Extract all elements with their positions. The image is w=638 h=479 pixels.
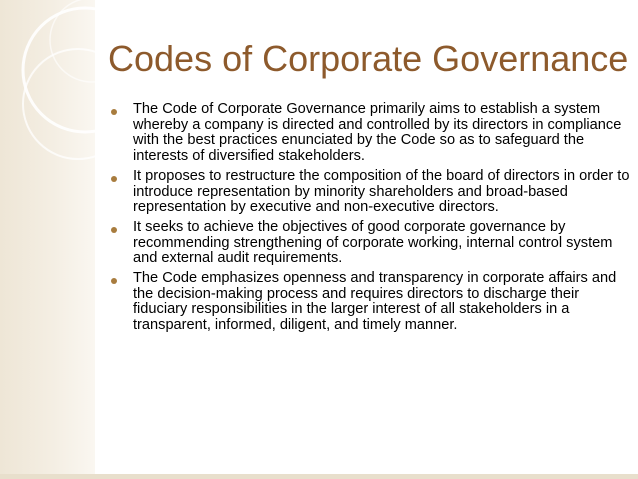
bullet-text: It seeks to achieve the objectives of good corporate governance by recommending strengthening of corporate working, internal control system and external audit requirements.	[133, 218, 613, 267]
bullet-dot-icon	[111, 278, 117, 284]
slide-title: Codes of Corporate Governance	[108, 38, 629, 79]
bullet-item	[111, 220, 631, 267]
bullet-dot-icon	[111, 176, 117, 182]
bullet-list	[111, 102, 631, 338]
bullet-item	[111, 102, 631, 165]
bullet-item	[111, 169, 631, 216]
bullet-text: It proposes to restructure the composition of the board of directors in order to introduce representation by minority shareholders and broad-based representation by executive and non-executive directors.	[133, 167, 630, 216]
bullet-dot-icon	[111, 109, 117, 115]
bottom-decorative-band	[0, 474, 638, 479]
bullet-dot-icon	[111, 227, 117, 233]
bullet-text: The Code of Corporate Governance primarily aims to establish a system whereby a company is directed and controlled by its directors in compliance with the best practices enunciated by the Code so as to safeguard the interests of diversified stakeholders.	[133, 101, 622, 165]
bullet-item	[111, 271, 631, 334]
bullet-text: The Code emphasizes openness and transparency in corporate affairs and the decision-making process and requires directors to discharge their fiduciary responsibilities in the larger interest of all stakeholders in a transparent, informed, diligent, and timely manner.	[133, 270, 617, 334]
